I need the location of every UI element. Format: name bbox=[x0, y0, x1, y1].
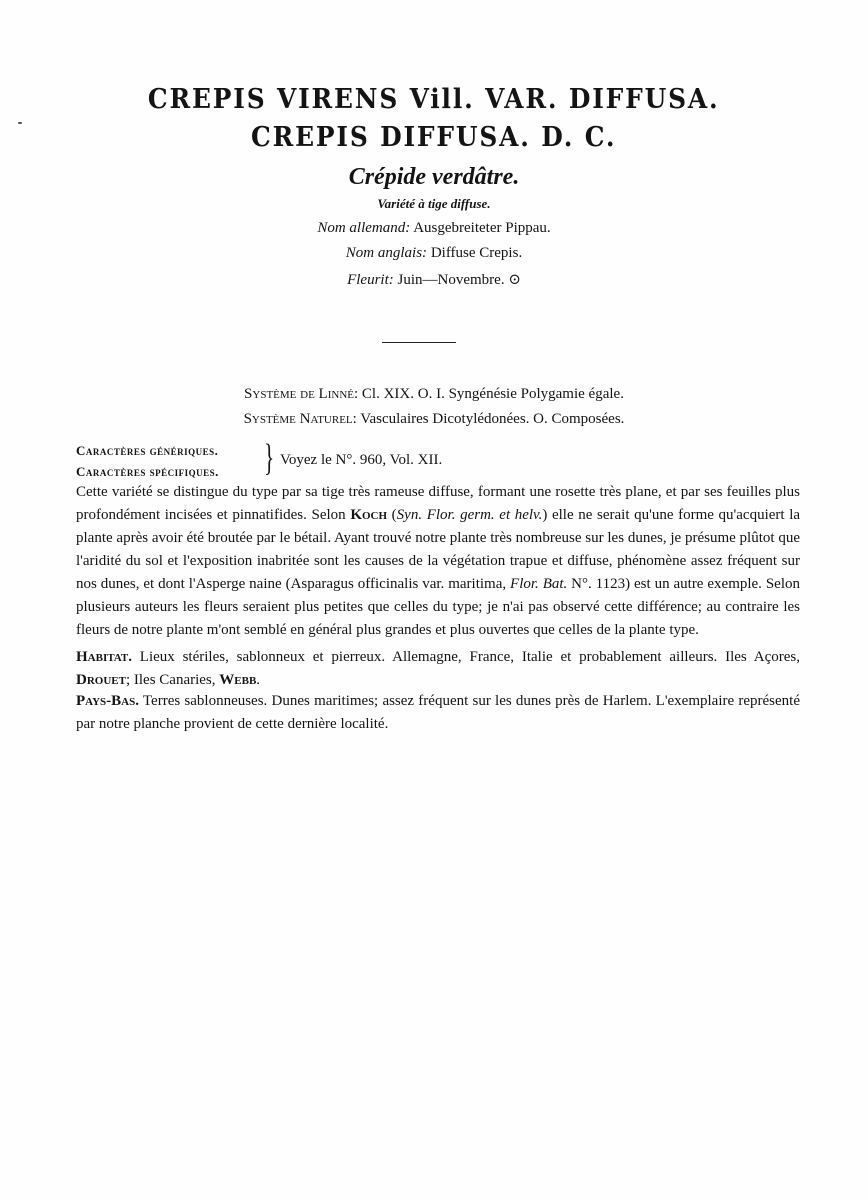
german-name-line bbox=[0, 220, 868, 237]
brace-icon: } bbox=[264, 437, 275, 479]
pays-bas-paragraph bbox=[76, 690, 800, 736]
german-name-label: Nom allemand: bbox=[317, 220, 411, 236]
reference-flor-bat: Flor. Bat. bbox=[510, 576, 568, 592]
text-run: ( bbox=[387, 507, 397, 523]
variety-line: Variété à tige diffuse. bbox=[377, 196, 491, 211]
common-name: Crépide verdâtre. bbox=[348, 164, 520, 190]
pays-bas-label: Pays-Bas. bbox=[76, 693, 139, 709]
flowering-value: Juin—Novembre. ⊙ bbox=[393, 272, 521, 288]
description-paragraph bbox=[76, 481, 800, 642]
habitat-paragraph bbox=[76, 646, 800, 692]
systeme-naturel-line bbox=[0, 411, 868, 428]
flowering-line bbox=[0, 270, 868, 289]
title-line-1: CREPIS VIRENS Vill. VAR. DIFFUSA. bbox=[147, 84, 720, 115]
author-koch: Koch bbox=[350, 507, 388, 523]
habitat-label: Habitat. bbox=[76, 649, 132, 665]
text-run: ; Iles Canaries, bbox=[125, 672, 220, 688]
text-run: . bbox=[256, 672, 261, 688]
reference-syn-flor: Syn. Flor. germ. et helv. bbox=[396, 507, 543, 523]
section-divider bbox=[382, 342, 456, 343]
caracteres-specifiques: Caractères spécifiques. bbox=[76, 464, 219, 479]
english-name-line bbox=[0, 245, 868, 262]
author-webb: Webb bbox=[219, 672, 257, 688]
systeme-linne-value: Cl. XIX. O. I. Syngénésie Polygamie égale. bbox=[358, 386, 624, 402]
systeme-naturel-value: Vasculaires Dicotylédonées. O. Composées. bbox=[356, 411, 625, 427]
text-run: ) elle ne serait qu'une forme qu'acquiert la plante après avoir été broutée par le bétail. Ayant trouvé notre plante très nombreuse sur les dunes, je présume plûtot que l'aridité du sol et l'exposition inabritée sont les causes de la végétation trapue et diffuse, phénomène assez fréquent sur nos dunes, et dont l'Asperge naine (Asparagus officinalis var. maritima, bbox=[76, 507, 801, 592]
author-drouet: Drouet bbox=[76, 672, 126, 688]
text-run: Terres sablonneuses. Dunes maritimes; assez fréquent sur les dunes près de Harlem. L'exemplaire représenté par notre planche provient de cette dernière localité. bbox=[76, 693, 800, 732]
title-line-2: CREPIS DIFFUSA. D. C. bbox=[250, 122, 617, 153]
english-name-label: Nom anglais: bbox=[345, 245, 428, 261]
german-name-value: Ausgebreiteter Pippau. bbox=[410, 220, 551, 236]
text-run: Cette variété se distingue du type par sa tige très rameuse diffuse, formant une rosette très plane, et par ses feuilles plus profondément incisées et pinnatifides. Selon bbox=[76, 484, 800, 523]
text-run: N°. 1123) est un autre exemple. Selon plusieurs auteurs les fleurs seraient plus petites que celles du type; je n'ai pas observé cette différence; au contraire les fleurs de notre plante m'ont semblé en général plus grandes et plus ouvertes que celles de la plante type. bbox=[76, 576, 801, 638]
flowering-label: Fleurit: bbox=[347, 272, 394, 288]
systeme-linne-label: Système de Linné: bbox=[244, 386, 359, 402]
see-reference: Voyez le N°. 960, Vol. XII. bbox=[280, 452, 443, 468]
margin-speck bbox=[18, 122, 22, 124]
characters-block bbox=[76, 437, 796, 484]
systeme-linne-line bbox=[0, 386, 868, 403]
english-name-value: Diffuse Crepis. bbox=[427, 245, 523, 261]
systeme-naturel-label: Système Naturel: bbox=[243, 411, 357, 427]
text-run: Lieux stériles, sablonneux et pierreux. Allemagne, France, Italie et probablement ailleurs. Iles Açores, bbox=[131, 649, 800, 665]
caracteres-generiques: Caractères génériques. bbox=[76, 443, 219, 458]
